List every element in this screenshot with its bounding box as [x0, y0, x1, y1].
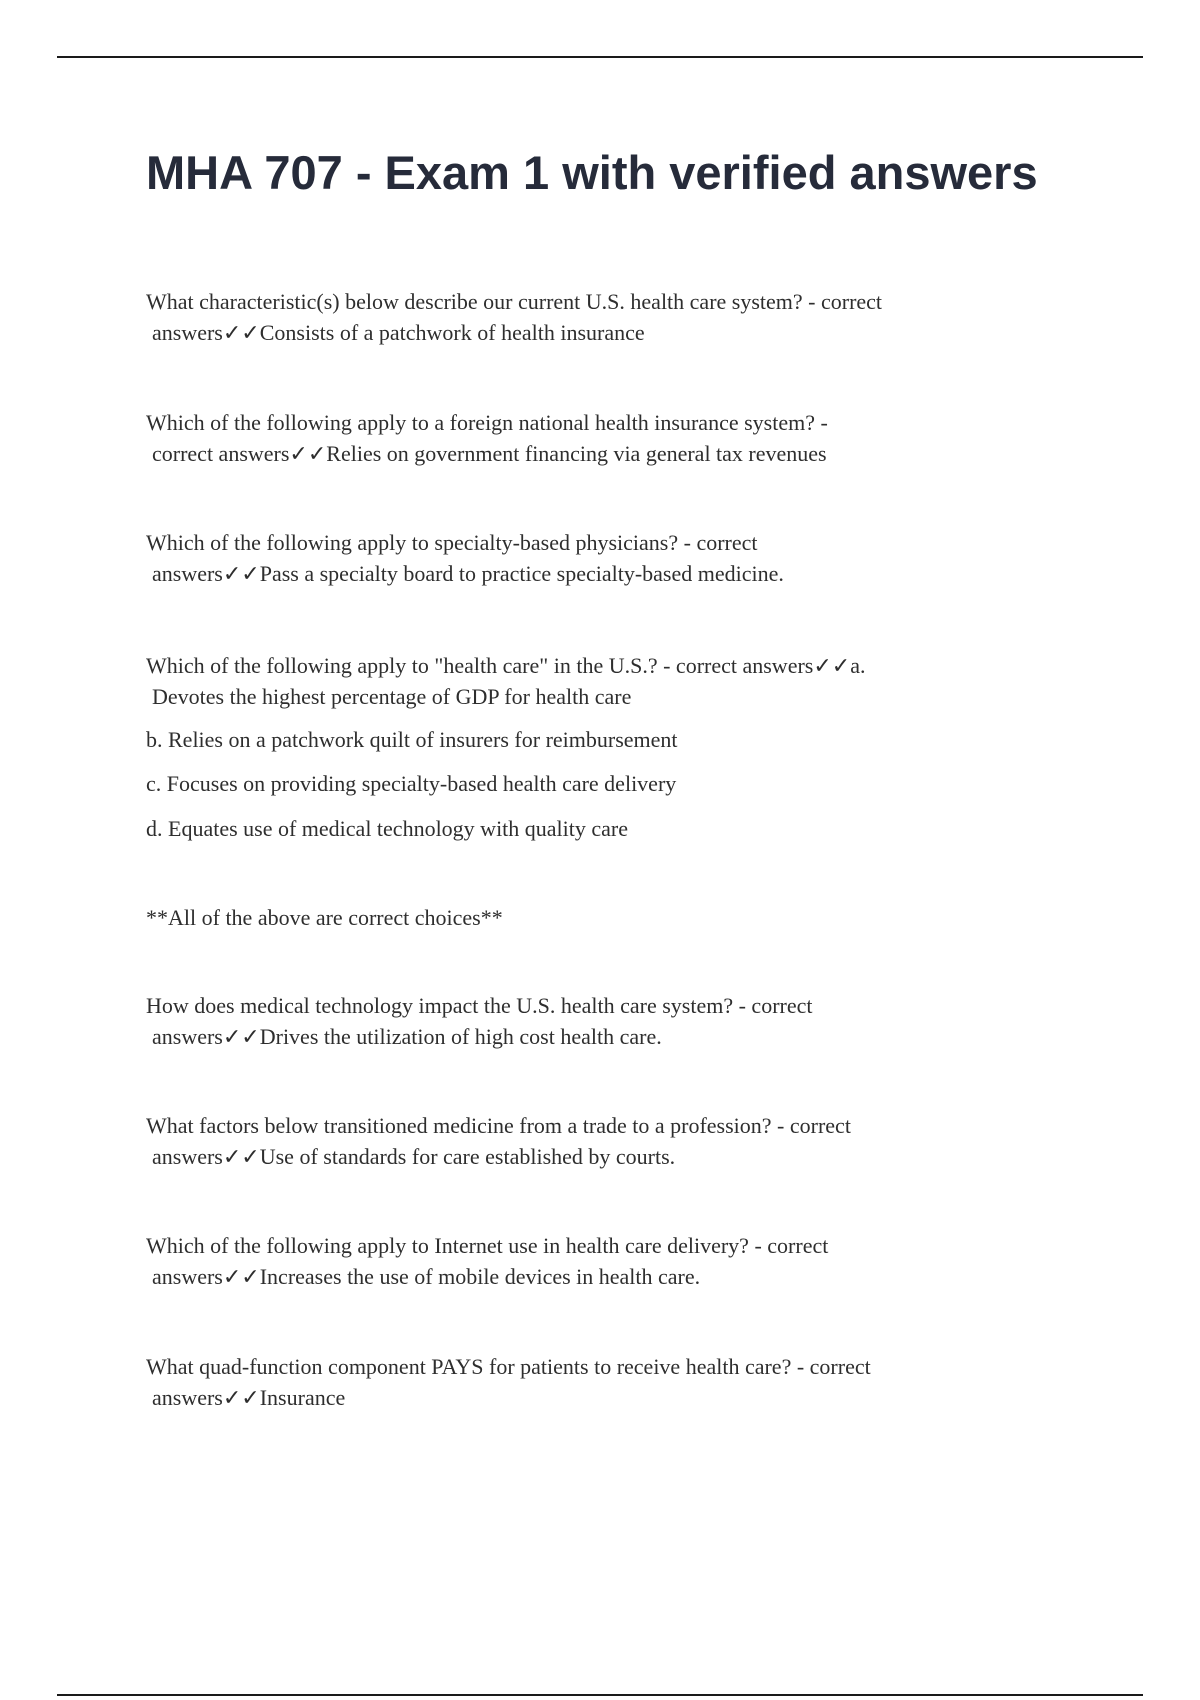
qa-item-4	[146, 650, 1086, 712]
choice-c: c. Focuses on providing specialty-based health care delivery	[146, 771, 677, 796]
answer-text: answers✓✓Drives the utilization of high cost health care.	[152, 1024, 662, 1049]
answer-text: answers✓✓Insurance	[152, 1385, 346, 1410]
question-text: What characteristic(s) below describe our current U.S. health care system? - correct	[146, 289, 883, 314]
qa-item-5	[146, 990, 1086, 1052]
answer-text: answers✓✓Consists of a patchwork of health insurance	[152, 320, 645, 345]
qa-item-7	[146, 1230, 1086, 1292]
answer-text: answers✓✓Increases the use of mobile devices in health care.	[152, 1264, 701, 1289]
question-text: What quad-function component PAYS for patients to receive health care? - correct	[146, 1354, 871, 1379]
all-correct-note: **All of the above are correct choices**	[146, 905, 503, 930]
qa-item-2	[146, 407, 1086, 469]
answer-text: correct answers✓✓Relies on government financing via general tax revenues	[152, 441, 827, 466]
question-text: Which of the following apply to "health care" in the U.S.? - correct answers✓✓a.	[146, 653, 866, 678]
question-text: Which of the following apply to specialty-based physicians? - correct	[146, 530, 758, 555]
bottom-divider	[57, 1694, 1143, 1696]
choice-d: d. Equates use of medical technology with quality care	[146, 816, 629, 841]
answer-text: answers✓✓Use of standards for care established by courts.	[152, 1144, 676, 1169]
answer-text: answers✓✓Pass a specialty board to practice specialty-based medicine.	[152, 561, 784, 586]
qa-item-6	[146, 1110, 1086, 1172]
question-text: Which of the following apply to a foreign national health insurance system? -	[146, 410, 828, 435]
top-divider	[57, 56, 1143, 58]
qa-item-1	[146, 286, 1086, 348]
choice-b: b. Relies on a patchwork quilt of insurers for reimbursement	[146, 727, 678, 752]
qa-item-3	[146, 527, 1086, 589]
question-text: What factors below transitioned medicine from a trade to a profession? - correct	[146, 1113, 851, 1138]
question-text: Which of the following apply to Internet use in health care delivery? - correct	[146, 1233, 829, 1258]
qa-item-8	[146, 1351, 1086, 1413]
answer-text: Devotes the highest percentage of GDP for health care	[152, 684, 632, 709]
document-title: MHA 707 - Exam 1 with verified answers	[146, 146, 1038, 199]
question-text: How does medical technology impact the U.S. health care system? - correct	[146, 993, 813, 1018]
